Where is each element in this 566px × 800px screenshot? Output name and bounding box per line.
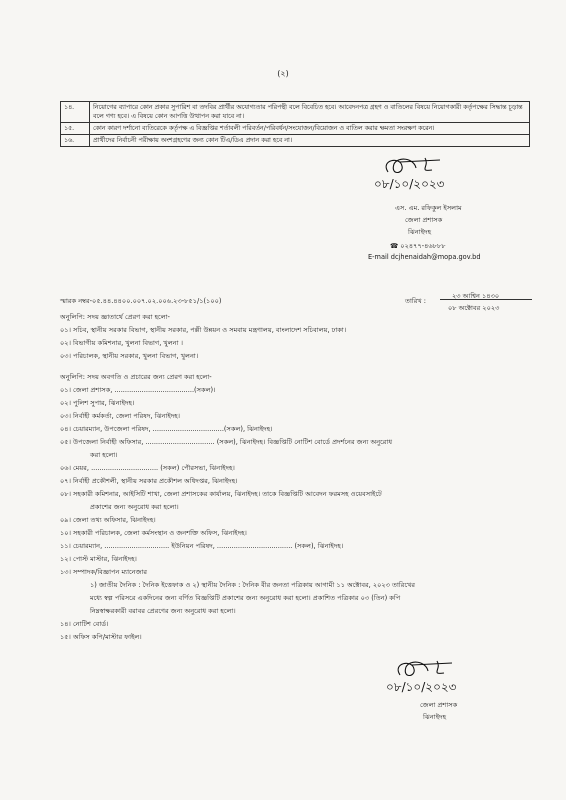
list-item: ১২। পোস্ট মাস্টার, ঝিনাইদহ। [60, 555, 137, 563]
officer-name: এস. এম. রফিকুল ইসলাম [395, 204, 462, 212]
list-item: ০৯। জেলা তথ্য অফিসার, ঝিনাইদহ। [60, 516, 156, 524]
list-item: ১১। চেয়ারম্যান, ............................... ইউনিয়ন পরিষদ, .................................... (সকল), ঝিনাইদহ। [60, 542, 344, 550]
list-item: ১৪। নোটিশ বোর্ড। [60, 620, 109, 628]
phone-number: ☎ ০২৪৭৭-৪৬৮৮৮ [390, 242, 446, 250]
list-item: ০১। সচিব, স্থানীয় সরকার বিভাগ, স্থানীয় সরকার, পল্লী উন্নয়ন ও সমবায় মন্ত্রণালয়, বাংলাদেশ সচিবালয়, ঢাকা। [60, 326, 347, 334]
table-row [61, 135, 530, 147]
condition-text: কোন কারণ দর্শানো ব্যতিরেকে কর্তৃপক্ষ এ বিজ্ঞপ্তির শর্তাবলী পরিবর্তন/পরিবর্ধন/সংযোজন/বিয়োজন ও বাতিল করার ক্ষমতা সংরক্ষণ করেন। [90, 123, 530, 135]
list-item: ০১। জেলা প্রশাসক, ......................................(সকল)। [60, 386, 216, 394]
list-item: ১৫। অফিস কপি/মাস্টার ফাইল। [60, 633, 142, 641]
date-label: তারিখ : [405, 297, 427, 305]
list-item: ১৩। সম্পাদক/বিজ্ঞাপন ম্যানেজার [60, 568, 148, 576]
signatory-place: ঝিনাইদহ [423, 713, 447, 721]
condition-number: ১৬. [61, 135, 90, 147]
page-number: (২) [277, 69, 289, 78]
list-item: ০৩। নির্বাহী কর্মকর্তা, জেলা পরিষদ, ঝিনাইদহ। [60, 412, 181, 420]
list-item: ০৭। নির্বাহী প্রকৌশলী, স্থানীয় সরকার প্রকৌশল অধিদপ্তর, ঝিনাইদহ। [60, 477, 238, 485]
list-item: ০৬। মেয়র, ................................ (সকল) পৌরসভা, ঝিনাইদহ। [60, 464, 235, 472]
list-item: ০২। পুলিশ সুপার, ঝিনাইদহ। [60, 399, 135, 407]
list-item-cont: ১) জাতীয় দৈনিক : দৈনিক ইত্তেফাক ও ২) স্থানীয় দৈনিক : দৈনিক বীর জনতা পত্রিকায় আগামী ১১ অক্টোবর, ২০২৩ তারিখের [90, 581, 416, 589]
table-row [61, 123, 530, 135]
date-bangla: ২৩ আশ্বিন ১৪৩০ [452, 292, 500, 300]
condition-text: নিয়োগের ব্যাপারে কোন প্রকার সুপারিশ বা তদবির প্রার্থীর অযোগ্যতার পরিপন্থী বলে বিবেচিত হবে। আবেদনপত্র গ্রহণ ও বাতিলের বিষয়ে নিয়োগকারী কর্তৃপক্ষের সিদ্ধান্ত চূড়ান্ত বলে গণ্য হবে। এ বিষয়ে কোন আপত্তি উত্থাপন করা যাবে না। [90, 102, 530, 123]
list-item: ০৪। চেয়ারম্যান, উপজেলা পরিষদ, ..................................(সকল), ঝিনাইদহ। [60, 425, 273, 433]
date-english: ০৮ অক্টোবর ২০২৩ [448, 304, 500, 312]
signatory-designation: জেলা প্রশাসক [420, 701, 458, 709]
list-item-cont: মধ্যে স্বল্প পরিসরে একদিনের জন্য বর্ণিত বিজ্ঞপ্তিটি প্রকাশের জন্য অনুরোধ করা হলো। প্রকাশিত পত্রিকার ০৩ (তিন) কপি [90, 594, 401, 602]
copy-heading-2: অনুলিপি: সদয় অবগতি ও প্রচারের জন্য প্রেরণ করা হলো- [60, 373, 212, 381]
signature-date: ০৮/১০/২০২৩ [386, 680, 457, 694]
list-item: ০৩। পরিচালক, স্থানীয় সরকার, খুলনা বিভাগ, খুলনা। [60, 352, 199, 360]
list-item-cont: প্রকাশের জন্য অনুরোধ করা হলো। [90, 503, 179, 511]
officer-place: ঝিনাইদহ [408, 228, 432, 236]
condition-number: ১৪. [61, 102, 90, 123]
condition-text: প্রার্থীদের নির্বাচনী পরীক্ষায় অংশগ্রহণের জন্য কোন টিএ/ডিএ প্রদান করা হবে না। [90, 135, 530, 147]
email-address: E-mail dcjhenaidah@mopa.gov.bd [368, 253, 481, 261]
officer-designation: জেলা প্রশাসক [405, 216, 443, 224]
table-row [61, 102, 530, 123]
signature-date: ০৮/১০/২০২৩ [374, 177, 445, 191]
conditions-table [60, 101, 530, 147]
copy-heading-1: অনুলিপি: সদয় জ্ঞাতার্থে প্রেরণ করা হলো- [60, 313, 170, 321]
condition-number: ১৫. [61, 123, 90, 135]
list-item-cont: করা হলো। [90, 451, 118, 459]
list-item: ০৮। সহকারী কমিশনার, আইসিটি শাখা, জেলা প্রশাসকের কার্যালয়, ঝিনাইদহ। তাকে বিজ্ঞপ্তিটি আবেদন ফরমসহ ওয়েবসাইটে [60, 490, 382, 498]
list-item: ০৫। উপজেলা নির্বাহী অফিসার, ................................. (সকল), ঝিনাইদহ। বিজ্ঞপ্তিটি নোটিশ বোর্ডে প্রদর্শনের জন্য অনুরোধ [60, 438, 393, 446]
signature-1 [370, 152, 480, 194]
signature-2 [382, 655, 492, 697]
list-item-cont: নিম্নস্বাক্ষরকারী বরাবর প্রেরণের জন্য অনুরোধ করা হলো। [90, 607, 236, 615]
memo-number: স্মারক নম্বর-০৫.৪৪.৪৪০০.০০৭.০২.০০৬.২৩-৮৫১/১(১০০) [60, 297, 222, 305]
list-item: ১০। সহকারী পরিচালক, জেলা কর্মসংস্থান ও জনশক্তি অফিস, ঝিনাইদহ। [60, 529, 247, 537]
list-item: ০২। বিভাগীয় কমিশনার, খুলনা বিভাগ, খুলনা । [60, 339, 183, 347]
date-divider [440, 299, 532, 300]
